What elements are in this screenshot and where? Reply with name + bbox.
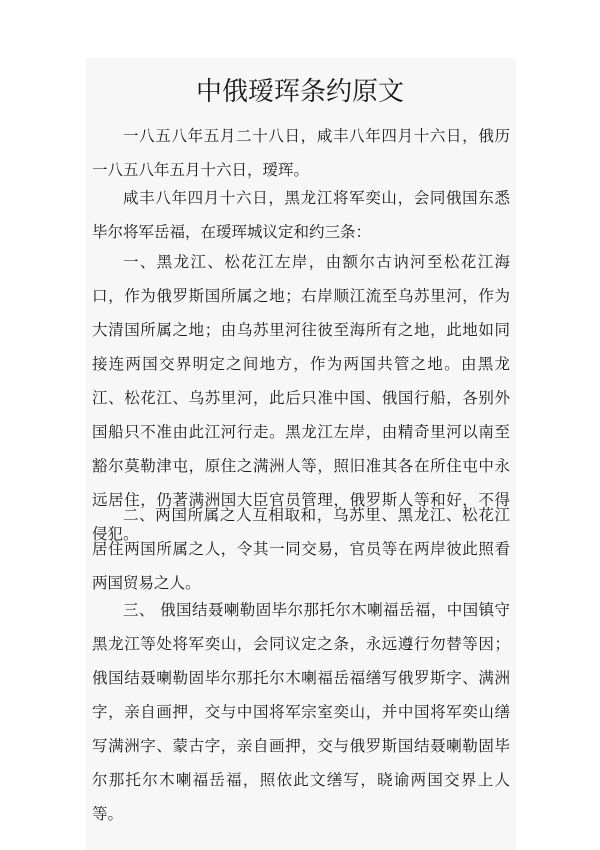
- paragraph-article-2: 二、两国所属之人互相取和，乌苏里、黑龙江、松花江居住两国所属之人，令其一同交易，官员等在两岸彼此照看两国贸易之人。: [92, 506, 510, 592]
- paragraph-article-1: 一、黑龙江、松花江左岸，由额尔古讷河至松花江海口，作为俄罗斯国所属之地；右岸顺江流至乌苏里河，作为大清国所属之地；由乌苏里河往彼至海所有之地，此地如同接连两国交界明定之间地方，作为两国共管之地。由黑龙江、松花江、乌苏里河，此后只准中国、俄国行船，各别外国船只不准由此江河行走。黑龙江左岸，由精奇里河以南至豁尔莫勒津屯，原住之满洲人等，照旧准其各在所住屯中永远居住，仍著满洲国大臣官员管理，俄罗斯人等和好，不得侵犯。: [92, 253, 510, 543]
- paragraph-date: 一八五八年五月二十八日，咸丰八年四月十六日，俄历一八五八年五月十六日，瑷珲。: [92, 127, 510, 179]
- document-title: 中俄瑷珲条约原文: [195, 77, 404, 107]
- paragraph-article-3: 三、 俄国结聂喇勒固毕尔那托尔木喇福岳福，中国镇守黑龙江等处将军奕山，会同议定之条，永远遵行勿替等因；俄国结聂喇勒固毕尔那托尔木喇福岳福缮写俄罗斯字、满洲字，亲自画押，交与中国将军宗室奕山，并中国将军奕山缮写满洲字、蒙古字，亲自画押，交与俄罗斯国结聂喇勒固毕尔那托尔木喇福岳福，照依此文缮写，晓谕两国交界上人等。: [92, 601, 510, 823]
- paragraph-intro: 咸丰八年四月十六日，黑龙江将军奕山，会同俄国东悉毕尔将军岳福，在瑷珲城议定和约三条：: [92, 189, 510, 241]
